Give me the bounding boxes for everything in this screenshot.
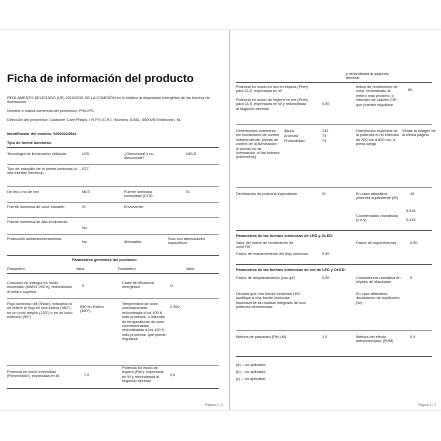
depth-value: 73 [322, 139, 327, 143]
led-row-value: 0,90 [322, 252, 330, 256]
equivalent-power-label: Declaración de potencia equivalente [236, 192, 298, 196]
footnote: (a) -: no aplicable; [236, 363, 267, 367]
mains-row-label: Factor de desplazamiento (cos φ1) [236, 276, 295, 280]
led-row-label: Factor de mantenimiento del flujo luminoso [236, 252, 309, 256]
param-label2: Clase de eficiencia energética [122, 281, 154, 290]
value-col-header: Valor [186, 267, 195, 271]
table-divider [236, 230, 432, 231]
mains-row-label2: En caso afirmativo, declaración de sustitución (W) [356, 292, 400, 305]
table-divider [7, 388, 219, 389]
param-value2: 2 000 [170, 305, 180, 309]
mains-row-label2: Métrica del efecto estroboscópico (SVM) [356, 335, 394, 344]
row-label: Potencia en modo de espera en red (Pnet) para CLS, expresada en W y redondeada al segundo decimal [236, 98, 308, 111]
row-divider [7, 164, 219, 165]
param-value: 9 [82, 284, 85, 288]
param-col-header: Parámetro [118, 267, 136, 271]
spectral-label: Distribución espectral de la potencia en el intervalo de 250 nm a 800 nm, a plena carga [356, 129, 400, 147]
chromaticity-label: Coordenadas cromáticas (x e y) [356, 214, 399, 223]
width-label: Anchura [284, 134, 299, 138]
param-label2: Temperatura de color correlacionada, redondeada a los 100 K más próximos, o intervalo de temperaturas de color correlacionadas, redondeadas a los 100 K más próximos, que puede regularse [122, 302, 166, 342]
row-divider [7, 365, 219, 366]
row-value2: Sí [186, 190, 190, 194]
row-divider [236, 187, 432, 188]
row-value2: 80 [408, 88, 413, 92]
spectral-value: Véase la imagen de la última página [402, 129, 436, 138]
equivalent-power-value: Sí [322, 192, 326, 196]
led-params-heading: Parámetros de las fuentes luminosas de LED y OLED: [236, 234, 334, 238]
chromaticity-y: 0,415 [406, 218, 416, 222]
row-label2: Envolvente: [124, 205, 144, 209]
row-divider [7, 234, 219, 235]
table-divider [7, 147, 219, 148]
row-divider [7, 186, 219, 187]
row-value: No [82, 226, 87, 230]
led-row-label: Valor del índice de rendimiento de color R9 [236, 241, 294, 250]
param-value2: 0,0 [170, 373, 176, 377]
row-divider [7, 217, 219, 218]
equivalent-power-value2: 40 [410, 192, 415, 196]
row-value2: Solo con atenuadores específicos [168, 237, 205, 246]
document-title: Ficha de información del producto [7, 73, 194, 85]
row-value: 0,50 [322, 102, 330, 106]
row-divider [236, 124, 432, 125]
page-1 [0, 30, 229, 410]
param-label: Flujo luminoso útil (Φuse), indicando si se refiere al flujo en una esfera (360°), en un cono amplio (120°) o en un cono estrecho (90°) [7, 302, 73, 320]
model-identifier: Identificador del modelo: 929002249xx [7, 132, 77, 136]
mains-row-value: 0,50 [322, 276, 330, 280]
table-divider [236, 264, 432, 265]
height-value: 132 [322, 129, 329, 133]
value-col-header: Valor [76, 267, 85, 271]
row-value: Sí [82, 205, 86, 209]
table-divider [7, 273, 219, 274]
row-label2: Atenuable: [124, 240, 143, 244]
row-value2: NDLS [186, 152, 197, 156]
row-label: Fuente luminosa de color variable: [7, 205, 66, 209]
row-label2: Fuente luminosa conectada (CLS) [124, 190, 153, 199]
table-divider [236, 356, 432, 357]
row-value: No [82, 240, 87, 244]
row-label: Fuente luminosa de alta luminancia: [7, 220, 68, 224]
footnote: (c) -: no aplicable; [236, 377, 267, 381]
table-divider [7, 255, 219, 256]
mains-row-label: Declara que una fuente luminosa LED sustituye a una fuente luminosa fluorescente sin balasto integrado de una potencia determinada [236, 292, 306, 310]
mains-row-label2: Consistencia cromática en elipses de MacAdam [356, 276, 401, 285]
height-label: Altura [284, 129, 294, 133]
row-value: LED [82, 152, 90, 156]
param-col-header: Parámetro [7, 267, 25, 271]
row-label: Potencia en modo en red en espera (Pnet) para CLS, expresada en W [236, 85, 308, 94]
width-value: 73 [322, 134, 327, 138]
light-source-type-heading: Tipo de fuente luminosa: [7, 141, 52, 145]
page-2 [230, 30, 441, 410]
footnote: (b) -: no aplicable; [236, 370, 267, 374]
equivalent-power-label2: En caso afirmativo, potencia equivalente (W) [356, 192, 398, 201]
regulation-text: REGLAMENTO DELEGADO (UE) 2019/2015 DE LA COMISIÓN en lo relativo al etiquetado energético de las fuentes de iluminación [7, 96, 210, 105]
row-label: De red o no de red [7, 190, 39, 194]
led-mains-params-heading: Parámetros de las fuentes luminosas de red de LED y OLED: [236, 268, 346, 272]
mains-row-value2: 0,4 [410, 335, 416, 339]
row-label2: Índice de rendimiento de color, redondeado al entero más próximo, o intervalo de valores CRI que pueden regularse [356, 85, 398, 107]
mains-row-value2: 6 [410, 276, 413, 280]
param-label2: Potencia en modo de espera (Psb), expresada en W y redondeada al segundo decimal [122, 366, 164, 384]
page-number: Página 2 / 2 [418, 403, 437, 407]
row-value: MLS [82, 190, 90, 194]
param-value2: G [170, 284, 173, 288]
table-divider [236, 82, 432, 83]
top-fragment: y redondeada al segundo decimal [346, 72, 389, 81]
row-value: E27 [82, 167, 89, 171]
chromaticity-x: 0,516 [406, 209, 416, 213]
supplier-address: Dirección del proveedor: Customer Care Philips, I.R.P.S./C.R.I. /Numéro 10461, 5600VB Eindhoven, NL [7, 118, 182, 122]
row-label: Tecnología de iluminación utilizada: [7, 152, 67, 156]
row-divider [7, 202, 219, 203]
row-label: Tipo de casquillo de la fuente luminosa (u otra interfaz eléctrica) [7, 167, 77, 176]
row-divider [7, 298, 219, 299]
param-value: 550 en Esfera (360°) [80, 305, 104, 314]
supplier-name: Nombre o marca comercial del proveedor: PHILIPS [7, 109, 94, 113]
row-label: Protección antideslumbramiento: [7, 237, 63, 241]
mains-row-label: Métrica de parpadeo (Pst LM) [236, 335, 287, 339]
led-row-label2: Factor de supervivencia [356, 241, 397, 245]
param-label: Consumo de energía en modo encendido (kWh/1 000 h), redondeado al entero superior [7, 281, 72, 294]
general-params-heading: Parámetros generales del producto: [72, 258, 137, 262]
mains-row-value: 1,0 [322, 335, 328, 339]
led-row-value2: 0,90 [410, 241, 418, 245]
row-divider [236, 330, 432, 331]
param-value: 7,0 [84, 373, 90, 377]
page-number: Página 1 / 2 [205, 403, 224, 407]
depth-label: Profundidad [284, 139, 305, 143]
row-label2: ¿Direccional o no direccional? [124, 152, 154, 161]
param-label: Potencia en modo encendido (Pencendido), expresada en W [7, 370, 60, 379]
dimensions-label: Dimensiones exteriores sin mecanismo de control independiente, piezas de control de la iluminación ni piezas no de iluminación, si las hubiera (milímetros) [236, 129, 280, 160]
